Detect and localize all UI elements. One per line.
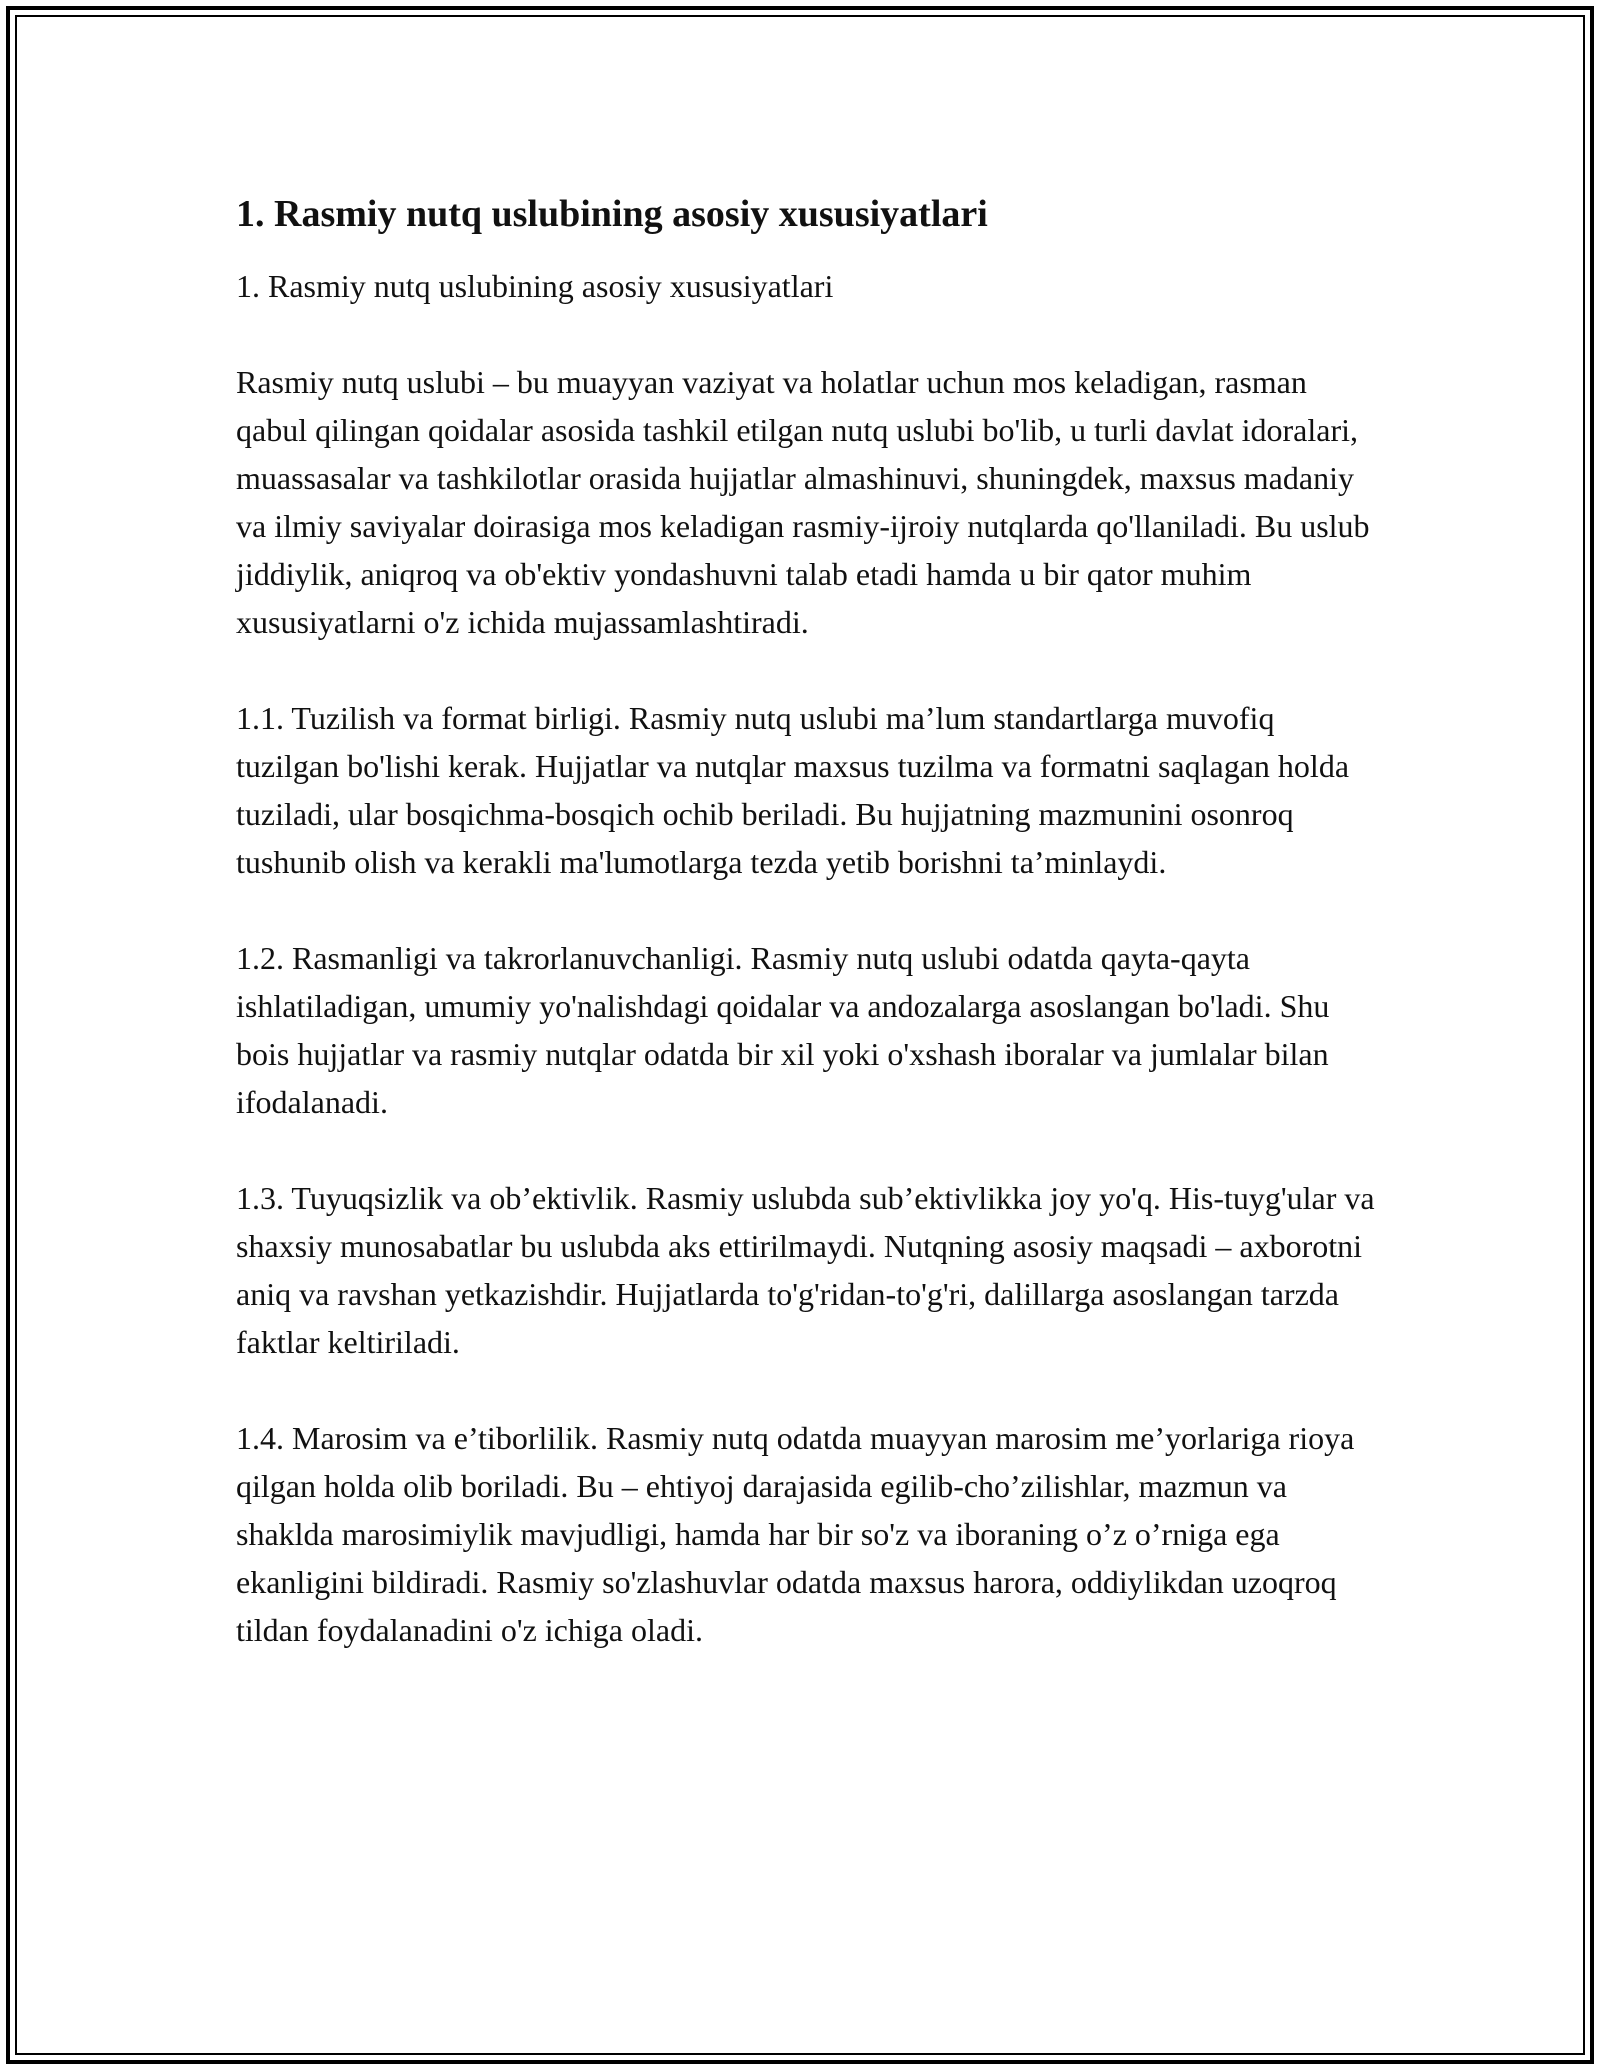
paragraph-1-1: 1.1. Tuzilish va format birligi. Rasmiy nutq uslubi ma’lum standartlarga muvofiq tuzilgan bo'lishi kerak. Hujjatlar va nutqlar maxsus tuzilma va formatni saqlagan holda tuziladi, ular bosqichma-bosqich ochib beriladi. Bu hujjatning mazmunini osonroq tushunib olish va kerakli ma'lumotlarga tezda yetib borishni ta’minlaydi. <box>236 700 1350 880</box>
document-body <box>236 186 1376 1654</box>
document-subtitle: 1. Rasmiy nutq uslubining asosiy xususiyatlari <box>236 268 834 304</box>
paragraph-1-3: 1.3. Tuyuqsizlik va ob’ektivlik. Rasmiy uslubda sub’ektivlikka joy yo'q. His-tuyg'ular va shaxsiy munosabatlar bu uslubda aks ettirilmaydi. Nutqning asosiy maqsadi – axborotni aniq va ravshan yetkazishdir. Hujjatlarda to'g'ridan-to'g'ri, dalillarga asoslangan tarzda faktlar keltiriladi. <box>236 1180 1375 1360</box>
paragraph-intro: Rasmiy nutq uslubi – bu muayyan vaziyat va holatlar uchun mos keladigan, rasman qabul qilingan qoidalar asosida tashkil etilgan nutq uslubi bo'lib, u turli davlat idoralari, muassasalar va tashkilotlar orasida hujjatlar almashinuvi, shuningdek, maxsus madaniy va ilmiy saviyalar doirasiga mos keladigan rasmiy-ijroiy nutqlarda qo'llaniladi. Bu uslub jiddiylik, aniqroq va ob'ektiv yondashuvni talab etadi hamda u bir qator muhim xususiyatlarni o'z ichida mujassamlashtiradi. <box>236 364 1370 640</box>
document-heading: 1. Rasmiy nutq uslubining asosiy xususiyatlari <box>236 193 988 235</box>
paragraph-1-2: 1.2. Rasmanligi va takrorlanuvchanligi. Rasmiy nutq uslubi odatda qayta-qayta ishlatiladigan, umumiy yo'nalishdagi qoidalar va andozalarga asoslangan bo'ladi. Shu bois hujjatlar va rasmiy nutqlar odatda bir xil yoki o'xshash iboralar va jumlalar bilan ifodalanadi. <box>236 940 1330 1120</box>
paragraph-1-4: 1.4. Marosim va e’tiborlilik. Rasmiy nutq odatda muayyan marosim me’yorlariga rioya qilgan holda olib boriladi. Bu – ehtiyoj darajasida egilib-cho’zilishlar, mazmun va shaklda marosimiylik mavjudligi, hamda har bir so'z va iboraning o’z o’rniga ega ekanligini bildiradi. Rasmiy so'zlashuvlar odatda maxsus harora, oddiylikdan uzoqroq tildan foydalanadini o'z ichiga oladi. <box>236 1420 1355 1648</box>
